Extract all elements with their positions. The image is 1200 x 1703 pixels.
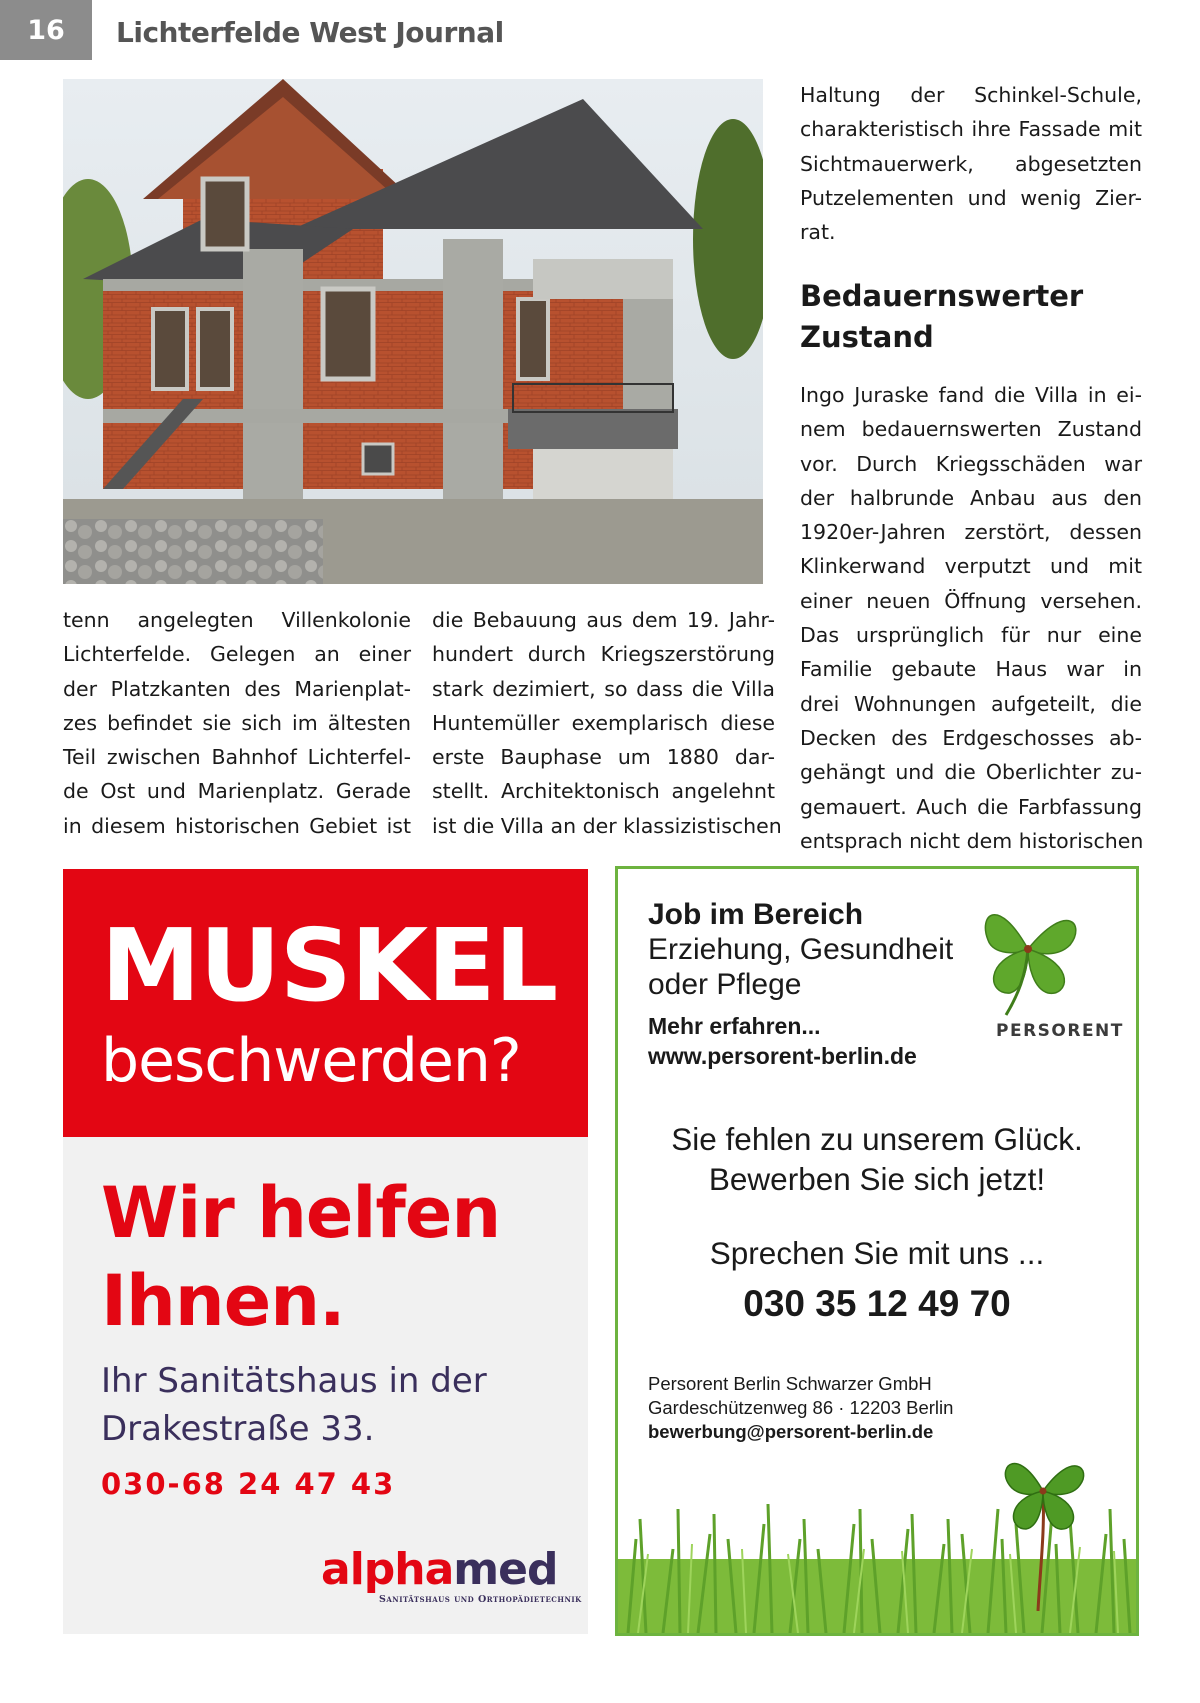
villa-photo — [63, 79, 763, 584]
ad-persorent — [615, 866, 1139, 1636]
text-line: nem bedauernswerten Zustand — [800, 417, 1142, 442]
text-line: einer neuen Öffnung versehen. — [800, 588, 1142, 613]
text-line: drei Wohnungen aufgeteilt, die — [800, 691, 1142, 716]
text-line: Das ursprünglich für nur eine — [800, 623, 1142, 648]
call-text: Sprechen Sie mit uns ... — [709, 1235, 1045, 1271]
more-label: Mehr erfahren... — [648, 1013, 821, 1039]
shop-line: Drakestraße 33. — [101, 1409, 375, 1449]
journal-title: Lichterfelde West Journal — [116, 16, 504, 49]
text-line: zes befindet sie sich im ältesten — [63, 710, 411, 735]
subheading-line: Bedauernswerter — [800, 279, 1084, 313]
article-subheading — [800, 276, 1142, 358]
text-line: gemauert. Auch die Farbfassung — [800, 794, 1142, 819]
persorent-logo: PERSORENT — [996, 1021, 1124, 1041]
ad-red-banner — [63, 869, 588, 1137]
text-line: Teil zwischen Bahnhof Lichterfel- — [63, 745, 411, 770]
text-line: Huntemüller exemplarisch diese — [432, 710, 775, 735]
text-line: gehängt und die Oberlichter zu- — [800, 760, 1142, 785]
article-column-2 — [432, 603, 782, 843]
text-line: Familie gebaute Haus war in — [800, 657, 1142, 682]
email-link[interactable]: bewerbung@persorent-berlin.de — [648, 1421, 934, 1442]
text-line: Haltung der Schinkel-Schule, — [800, 83, 1142, 107]
job-line: Job im Bereich — [648, 898, 864, 931]
job-line: oder Pflege — [648, 968, 802, 1001]
alphamed-tagline: Sanitätshaus und Orthopädietechnik — [379, 1594, 582, 1605]
text-line: stellt. Architektonisch angelehnt — [432, 779, 775, 804]
text-line: die Bebauung aus dem 19. Jahr- — [432, 608, 775, 632]
text-line: Lichterfelde. Gelegen an einer — [63, 642, 411, 667]
company-address — [648, 1372, 953, 1444]
text-line: rat. — [800, 220, 836, 245]
text-line: Sichtmauerwerk, abgesetzten — [800, 151, 1142, 176]
street-address: Gardeschützenweg 86 · 12203 Berlin — [648, 1397, 954, 1418]
text-line: erste Bauphase um 1880 dar- — [432, 745, 775, 770]
text-line: Decken des Erdgeschosses ab- — [800, 725, 1142, 750]
text-line: der Platzkanten des Marienplat- — [63, 676, 411, 701]
slogan-line: Sie fehlen zu unserem Glück. — [671, 1121, 1083, 1157]
help-line: Ihnen. — [101, 1260, 345, 1342]
slogan-line: Bewerben Sie sich jetzt! — [708, 1161, 1046, 1197]
ad-subline: beschwerden? — [101, 1026, 521, 1096]
text-line: stark dezimiert, so dass die Villa — [432, 676, 775, 701]
ad-alphamed — [63, 869, 588, 1634]
text-line: in diesem historischen Gebiet ist — [63, 813, 411, 838]
text-line: der halbrunde Anbau aus den — [800, 485, 1142, 510]
logo-part: med — [453, 1544, 558, 1595]
slogan — [618, 1119, 1136, 1199]
ad-headline: MUSKEL — [101, 907, 558, 1024]
company-name: Persorent Berlin Schwarzer GmbH — [648, 1373, 932, 1394]
help-line: Wir helfen — [101, 1172, 501, 1254]
text-line: Putzelementen und wenig Zier- — [800, 185, 1142, 210]
text-line: hundert durch Kriegszerstörung — [432, 642, 775, 667]
subheading-line: Zustand — [800, 320, 934, 354]
article-column-3-top — [800, 78, 1142, 249]
ad-help-title — [101, 1169, 500, 1345]
job-line: Erziehung, Gesundheit — [648, 933, 954, 966]
text-line: vor. Durch Kriegsschäden war — [800, 451, 1142, 476]
four-leaf-clover-icon — [958, 885, 1098, 1017]
text-line: 1920er-Jahren zerstört, dessen — [800, 520, 1142, 545]
text-line: ist die Villa an der klassizistischen — [432, 813, 782, 838]
contact-phone: 030 35 12 49 70 — [743, 1283, 1011, 1324]
shop-line: Ihr Sanitätshaus in der — [101, 1361, 487, 1401]
text-line: entsprach nicht dem historischen — [800, 828, 1144, 853]
logo-part: alpha — [321, 1544, 454, 1595]
ad-phone: 030-68 24 47 43 — [101, 1467, 396, 1501]
website-link[interactable]: www.persorent-berlin.de — [648, 1043, 917, 1069]
text-line: Ingo Juraske fand die Villa in ei- — [800, 383, 1142, 407]
text-line: de Ost und Marienplatz. Gerade — [63, 779, 411, 804]
text-line: tenn angelegten Villenkolonie — [63, 608, 411, 632]
page-number: 16 — [0, 0, 92, 60]
four-leaf-clover-icon — [988, 1441, 1098, 1611]
job-headline — [648, 897, 953, 1002]
more-info — [648, 1011, 917, 1071]
alphamed-logo — [321, 1545, 557, 1595]
ad-shop-address — [101, 1357, 487, 1453]
text-line: charakteristisch ihre Fassade mit — [800, 117, 1142, 142]
text-line: Klinkerwand verputzt und mit — [800, 554, 1142, 579]
article-column-3-bottom — [800, 378, 1142, 858]
article-column-1 — [63, 603, 411, 843]
